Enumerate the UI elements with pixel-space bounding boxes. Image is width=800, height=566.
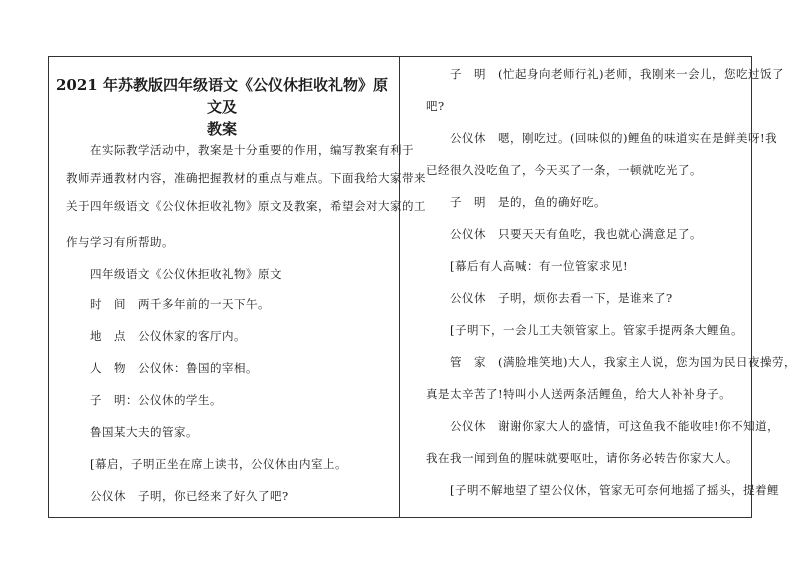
body-line: 子 明 (忙起身向老师行礼)老师，我刚来一会儿，您吃过饭了 (450, 67, 784, 81)
body-line: 人 物 公仪休：鲁国的宰相。 (90, 361, 258, 375)
title-line-2: 教案 (206, 120, 237, 138)
body-line: 公仪休 谢谢你家大人的盛情，可这鱼我不能收哇!你不知道， (450, 419, 780, 433)
intro-line: 关于四年级语文《公仪休拒收礼物》原文及教案，希望会对大家的工 (66, 199, 426, 213)
body-line: 已经很久没吃鱼了，今天买了一条，一顿就吃光了。 (426, 163, 702, 177)
intro-line: 作与学习有所帮助。 (66, 235, 174, 249)
document-title (52, 74, 392, 140)
body-line: 真是太辛苦了!特叫小人送两条活鲤鱼，给大人补补身子。 (426, 387, 732, 401)
body-line: [子明不解地望了望公仪休，管家无可奈何地摇了摇头，提着鲤 (450, 483, 779, 497)
body-line: [幕后有人高喊：有一位管家求见! (450, 259, 629, 273)
body-line: 公仪休 嗯，刚吃过。(回味似的)鲤鱼的味道实在是鲜美呀!我 (450, 131, 778, 145)
intro-line: 在实际教学活动中，教案是十分重要的作用，编写教案有利于 (90, 143, 414, 157)
body-line: 时 间 两千多年前的一天下午。 (90, 297, 270, 311)
body-line: 四年级语文《公仪休拒收礼物》原文 (90, 267, 282, 281)
body-line: 公仪休 子明，烦你去看一下，是谁来了? (450, 291, 673, 305)
body-line: 管 家 (满脸堆笑地)大人，我家主人说，您为国为民日夜操劳， (450, 355, 796, 369)
body-line: 子 明 是的，鱼的确好吃。 (450, 195, 606, 209)
intro-line: 教师弄通教材内容，准确把握教材的重点与难点。下面我给大家带来 (66, 171, 426, 185)
column-divider (399, 56, 400, 518)
body-line: 我在我一闻到鱼的腥味就要呕吐，请你务必转告你家大人。 (426, 451, 738, 465)
body-line: 鲁国某大夫的管家。 (90, 425, 198, 439)
body-line: 吧? (426, 99, 445, 113)
body-line: [子明下，一会儿工夫领管家上。管家手提两条大鲤鱼。 (450, 323, 743, 337)
body-line: 子 明：公仪休的学生。 (90, 393, 222, 407)
body-line: 公仪休 只要天天有鱼吃，我也就心满意足了。 (450, 227, 702, 241)
title-line-1: 2021 年苏教版四年级语文《公仪休拒收礼物》原文及 (56, 76, 388, 116)
body-line: 公仪休 子明，你已经来了好久了吧? (90, 489, 289, 503)
body-line: 地 点 公仪休家的客厅内。 (90, 329, 246, 343)
body-line: [幕启，子明正坐在席上读书，公仪休由内室上。 (90, 457, 347, 471)
